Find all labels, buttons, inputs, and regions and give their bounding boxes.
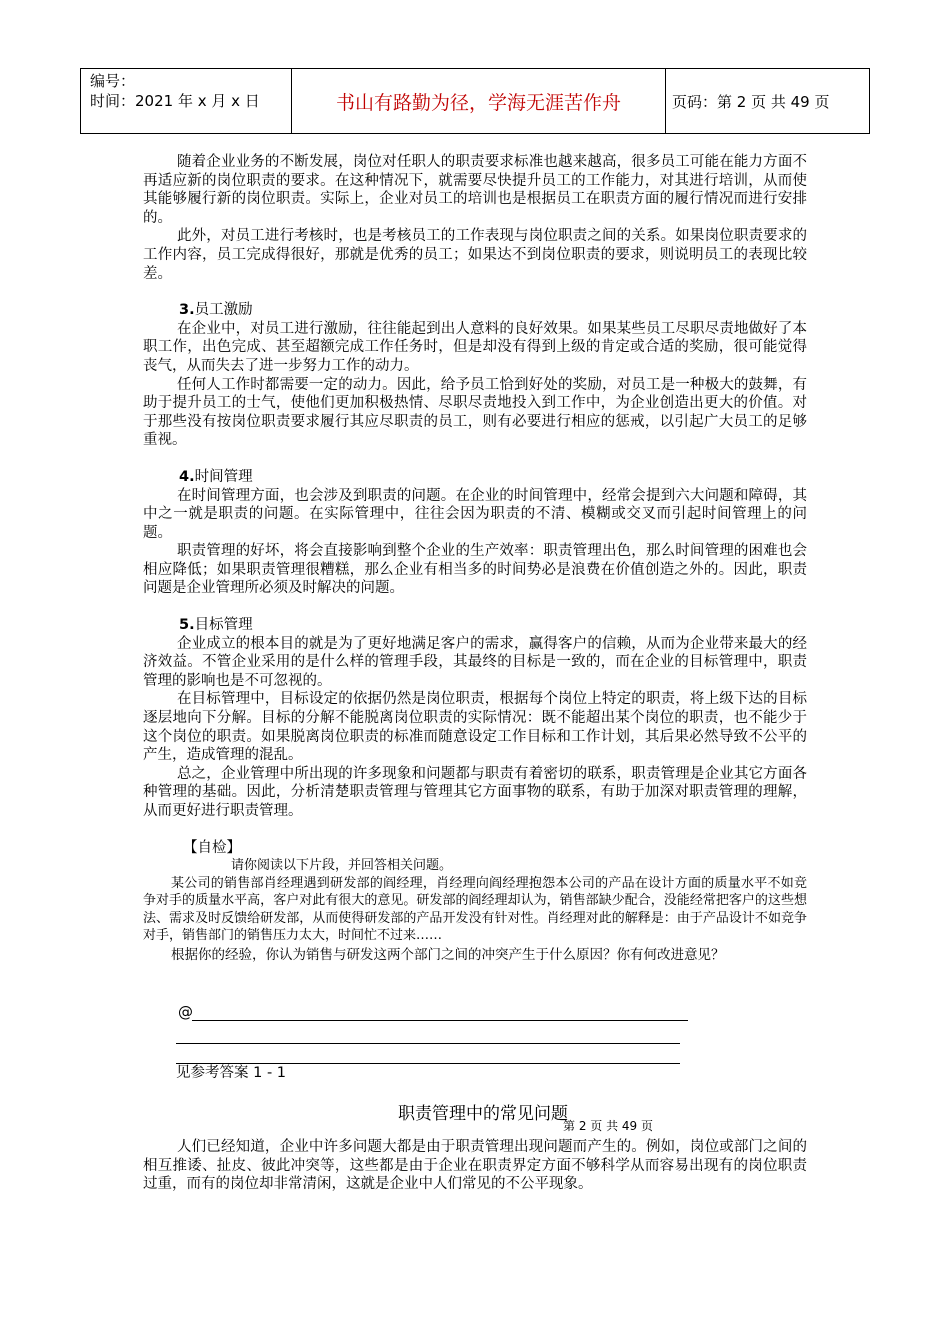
paragraph: 此外，对员工进行考核时，也是考核员工的工作表现与岗位职责之间的关系。如果岗位职责要求的工作内容，员工完成得很好，那就是优秀的员工；如果达不到岗位职责的要求，则说明员工的表现比较差。 [143,228,807,282]
main-content [143,153,807,964]
paragraph: 任何人工作时都需要一定的动力。因此，给予员工恰到好处的奖励，对员工是一种极大的鼓舞，有助于提升员工的士气，使他们更加积极热情、尽职尽责地投入到工作中，为企业创造出更大的价值。对于那些没有按岗位职责要求履行其应尽职责的员工，则有必要进行相应的惩戒，以引起广大员工的足够重视。 [143,376,807,449]
paragraph: 总之，企业管理中所出现的许多现象和问题都与职责有着密切的联系，职责管理是企业其它方面各种管理的基础。因此，分析清楚职责管理与管理其它方面事物的联系，有助于加深对职责管理的理解，从而更好进行职责管理。 [143,765,807,819]
time-label: 时间：2021 年 x 月 x 日 [90,92,260,110]
header-meta-cell [81,69,292,134]
section-heading-goal [143,616,807,635]
self-check-instruction: 请你阅读以下片段，并回答相关问题。 [231,858,453,874]
section-number: 4. [179,468,195,485]
page-label-cell [666,69,870,134]
answer-line[interactable] [176,1025,680,1044]
section-title: 员工激励 [194,302,253,319]
paragraph: 随着企业业务的不断发展，岗位对任职人的职责要求标准也越来越高，很多员工可能在能力方面不再适应新的岗位职责的要求。在这种情况下，就需要尽快提升员工的工作能力，对其进行培训，从而使其能够履行新的岗位职责。实际上，企业对员工的培训也是根据员工在职责方面的履行情况而进行安排的。 [143,154,807,226]
page-footer: 第 2 页 共 49 页 [563,1119,653,1133]
section-number: 3. [179,302,195,319]
paragraph: 企业成立的根本目的就是为了更好地满足客户的需求，赢得客户的信赖，从而为企业带来最大的经济效益。不管企业采用的是什么样的管理手段，其最终的目标是一致的，而在企业的目标管理中，职责管理的影响也是不可忽视的。 [143,635,807,689]
self-check-case: 某公司的销售部肖经理遇到研发部的阎经理，肖经理向阎经理抱怨本公司的产品在设计方面的质量水平不如竞争对手的质量水平高，客户对此有很大的意见。研发部的阎经理却认为，销售部缺少配合，没能经常把客户的这些想法、需求及时反馈给研发部，从而使得研发部的产品开发没有针对性。肖经理对此的解释是：由于产品设计不如竞争对手，销售部门的销售压力太大，时间忙不过来…… [143,875,807,944]
section-heading-time [143,468,807,487]
paragraph: 在企业中，对员工进行激励，往往能起到出人意料的良好效果。如果某些员工尽职尽责地做好了本职工作，出色完成、甚至超额完成工作任务时，但是却没有得到上级的肯定或合适的奖励，很可能觉得丧气，从而失去了进一步努力工作的动力。 [143,320,807,374]
at-symbol: @ [178,1003,193,1021]
section-title-common-problems: 职责管理中的常见问题 [398,1104,568,1124]
number-label: 编号： [90,72,136,90]
page-label: 页码：第 2 页 共 49 页 [672,92,830,111]
section-title: 时间管理 [194,468,253,485]
self-check-title: 【自检】 [183,839,241,856]
answer-line[interactable] [192,1002,688,1021]
section-heading-incentive [143,301,807,320]
header-table [80,68,870,134]
paragraph: 在时间管理方面，也会涉及到职责的问题。在企业的时间管理中，经常会提到六大问题和障碍，其中之一就是职责的问题。在实际管理中，往往会因为职责的不清、模糊或交叉而引起时间管理上的问题。 [143,487,807,541]
paragraph: 人们已经知道，企业中许多问题大都是由于职责管理出现问题而产生的。例如，岗位或部门之间的相互推诿、扯皮、彼此冲突等，这些都是由于企业在职责界定方面不够科学从而容易出现有的岗位职责过重，而有的岗位却非常清闲，这就是企业中人们常见的不公平现象。 [143,1139,807,1193]
paragraph: 职责管理的好坏，将会直接影响到整个企业的生产效率：职责管理出色，那么时间管理的困难也会相应降低；如果职责管理很糟糕，那么企业有相当多的时间势必是浪费在价值创造之外的。因此，职责问题是企业管理所必须及时解决的问题。 [143,543,807,597]
motto-text: 书山有路勤为径，学海无涯苦作舟 [335,91,621,114]
section-title: 目标管理 [194,617,253,634]
answer-reference: 见参考答案 1 - 1 [176,1065,287,1081]
motto-cell [292,69,666,134]
paragraph: 在目标管理中，目标设定的依据仍然是岗位职责，根据每个岗位上特定的职责，将上级下达的目标逐层地向下分解。目标的分解不能脱离岗位职责的实际情况：既不能超出某个岗位的职责，也不能少于这个岗位的职责。如果脱离岗位职责的标准而随意设定工作目标和工作计划，其后果必然导致不公平的产生，造成管理的混乱。 [143,691,807,764]
section-number: 5. [179,617,195,634]
self-check-block [143,857,807,964]
self-check-question: 根据你的经验，你认为销售与研发这两个部门之间的冲突产生于什么原因？你有何改进意见？ [171,946,725,963]
